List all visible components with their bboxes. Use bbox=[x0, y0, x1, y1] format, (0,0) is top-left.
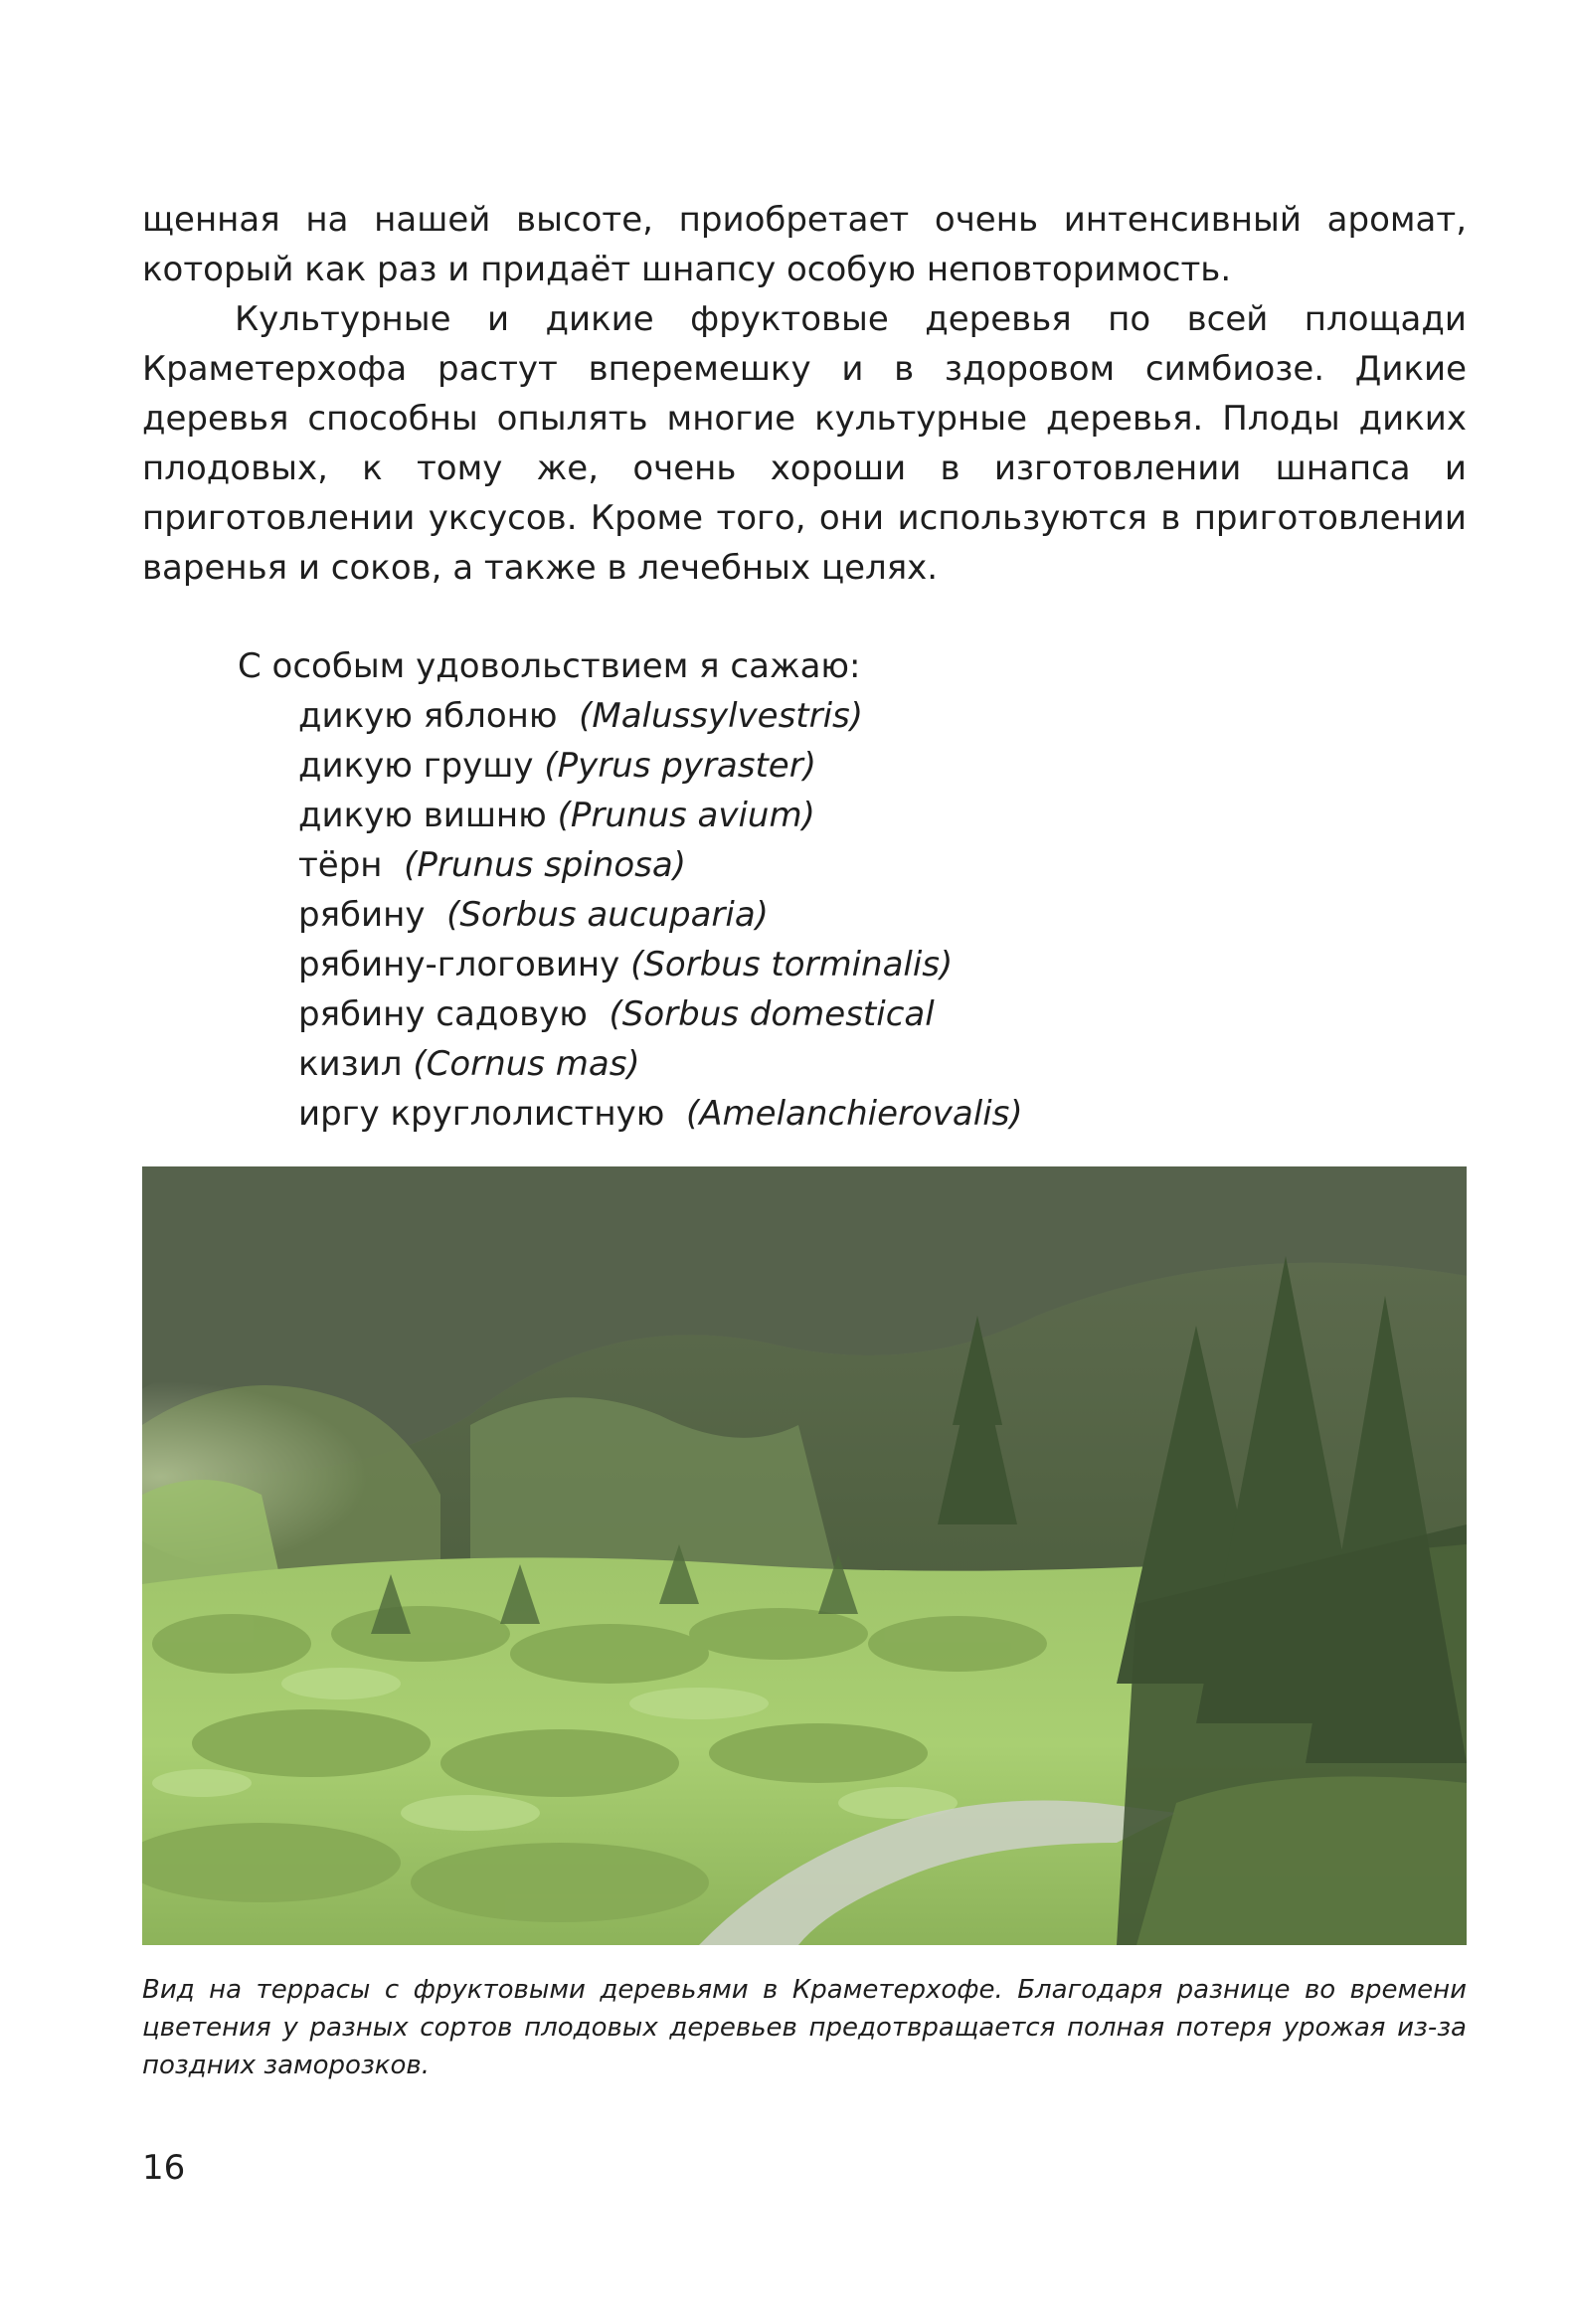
plant-name: дикую яблоню bbox=[298, 696, 558, 736]
list-item bbox=[298, 691, 1023, 741]
plant-latin-name: (Sorbus domestical bbox=[609, 994, 935, 1034]
list-item bbox=[298, 840, 1023, 890]
list-item bbox=[298, 989, 1023, 1039]
orchard-terraces-photo bbox=[142, 1166, 1467, 1945]
plant-latin-name: (Sorbus aucuparia) bbox=[446, 895, 769, 935]
plant-name: дикую грушу bbox=[298, 746, 534, 786]
plant-latin-name: (Prunus avium) bbox=[557, 796, 815, 835]
plant-name: рябину-глоговину bbox=[298, 945, 620, 984]
plant-list-intro: С особым удовольствием я сажаю: bbox=[238, 646, 861, 686]
paragraph-continuation: щенная на нашей высоте, приобретает очень интенсивный аромат, который как раз и придаёт шнапсу особую неповторимость. bbox=[142, 200, 1467, 289]
list-item bbox=[298, 791, 1023, 840]
list-item bbox=[298, 890, 1023, 940]
plant-latin-name: (Malussylvestris) bbox=[579, 696, 864, 736]
plant-latin-name: (Pyrus pyraster) bbox=[544, 746, 816, 786]
plant-list bbox=[298, 691, 1023, 1139]
photo-caption: Вид на террасы с фруктовыми деревьями в Краметерхофе. Благодаря разнице во времени цветения у разных сортов плодовых деревьев предотвращается полная потеря урожая из-за поздних заморозков. bbox=[142, 1975, 1467, 2080]
paragraph-fruit-trees: Культурные и дикие фруктовые деревья по всей площади Краметерхофа растут вперемешку и в здоровом симбиозе. Дикие деревья способны опылять многие культурные деревья. Плоды диких плодовых, к тому же, очень хороши в изготовлении шнапса и приготовлении уксусов. Кроме того, они используются в приготовлении варенья и соков, а также в лечебных целях. bbox=[142, 299, 1467, 588]
plant-name: кизил bbox=[298, 1044, 403, 1084]
plant-latin-name: (Prunus spinosa) bbox=[404, 845, 686, 885]
plant-latin-name: (Sorbus torminalis) bbox=[630, 945, 954, 984]
plant-latin-name: (Cornus mas) bbox=[413, 1044, 640, 1084]
plant-name: дикую вишню bbox=[298, 796, 547, 835]
list-item bbox=[298, 1089, 1023, 1139]
plant-latin-name: (Amelanchierovalis) bbox=[686, 1094, 1023, 1134]
plant-name: рябину bbox=[298, 895, 426, 935]
list-item bbox=[298, 940, 1023, 989]
list-item bbox=[298, 1039, 1023, 1089]
list-item bbox=[298, 741, 1023, 791]
plant-name: тёрн bbox=[298, 845, 383, 885]
plant-name: рябину садовую bbox=[298, 994, 588, 1034]
plant-name: иргу круглолистную bbox=[298, 1094, 665, 1134]
page-number: 16 bbox=[142, 2148, 186, 2188]
